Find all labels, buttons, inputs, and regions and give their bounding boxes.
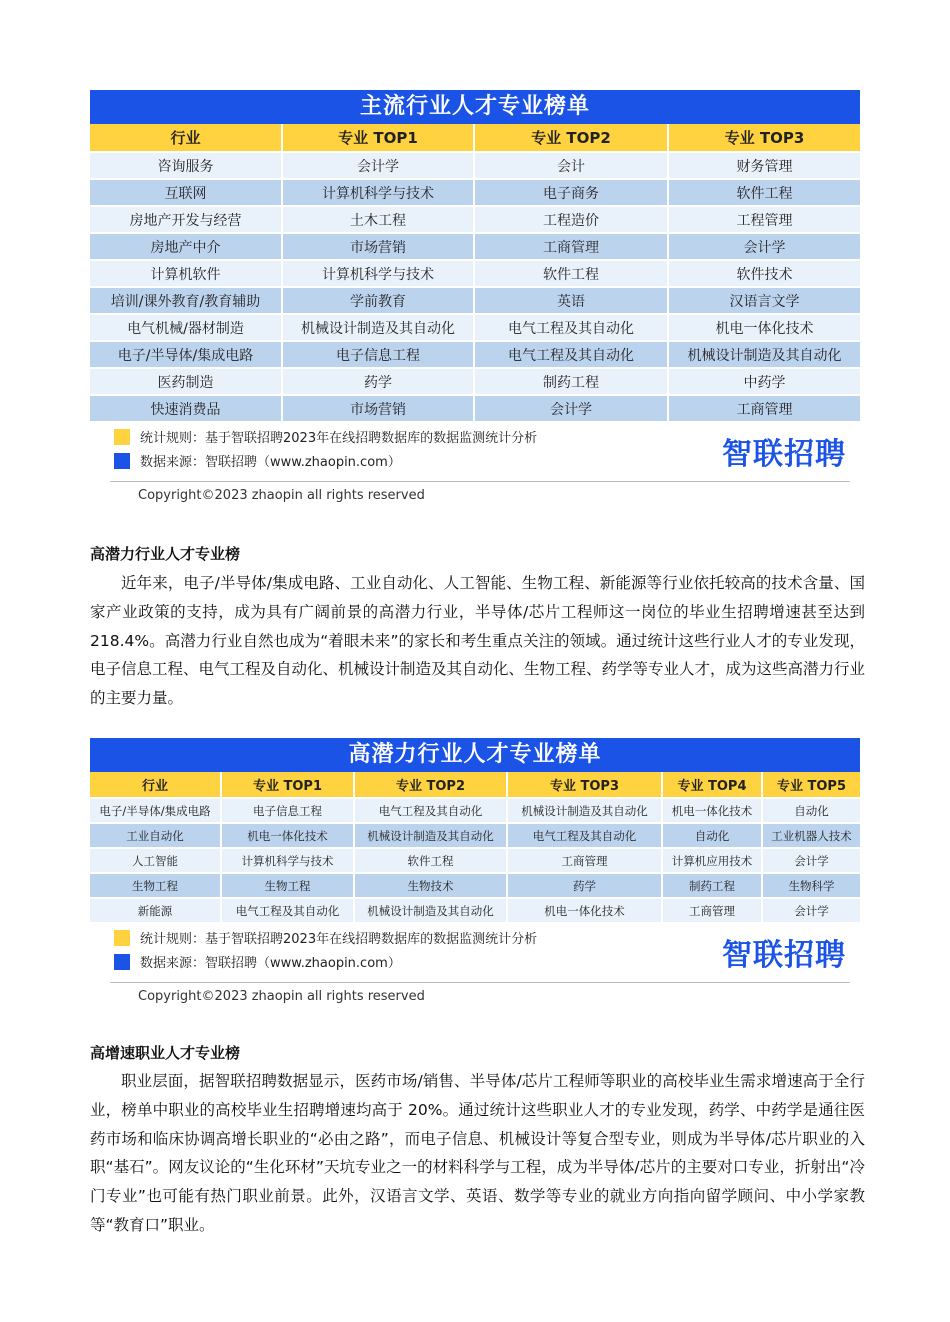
figure-title: 主流行业人才专业榜单: [90, 90, 860, 124]
legend-rule-row: [114, 928, 537, 947]
table-cell: 新能源: [90, 898, 221, 922]
table-cell: 生物工程: [221, 873, 354, 898]
table-cell: 工业机器人技术: [762, 823, 860, 848]
table-cell: 房地产中介: [90, 233, 282, 260]
table-cell: 软件工程: [474, 260, 668, 287]
table-cell: 机械设计制造及其自动化: [354, 898, 507, 922]
table-cell: 会计: [474, 152, 668, 179]
copyright-text: Copyright©2023 zhaopin all rights reserved: [138, 989, 425, 1004]
table-row: [90, 848, 860, 873]
table-cell: 机电一体化技术: [507, 898, 662, 922]
column-header: 行业: [90, 124, 282, 152]
table-cell: 制药工程: [662, 873, 762, 898]
table-cell: 电气工程及其自动化: [221, 898, 354, 922]
table-cell: 英语: [474, 287, 668, 314]
table-cell: 会计学: [668, 233, 860, 260]
table-cell: 计算机科学与技术: [282, 260, 474, 287]
column-header: 专业 TOP2: [354, 772, 507, 798]
table-cell: 计算机科学与技术: [282, 179, 474, 206]
legend-source-text: 数据来源：智联招聘（www.zhaopin.com）: [140, 956, 401, 971]
table-header-row: [90, 124, 860, 152]
table-cell: 学前教育: [282, 287, 474, 314]
divider: [110, 982, 850, 983]
figure-legend: [90, 421, 860, 471]
table-cell: 汉语言文学: [668, 287, 860, 314]
table-cell: 医药制造: [90, 368, 282, 395]
table-cell: 互联网: [90, 179, 282, 206]
column-header: 专业 TOP3: [507, 772, 662, 798]
legend-source-text: 数据来源：智联招聘（www.zhaopin.com）: [140, 455, 401, 470]
yellow-square-icon: [114, 930, 130, 946]
table-cell: 电气工程及其自动化: [507, 823, 662, 848]
table-cell: 快速消费品: [90, 395, 282, 421]
table-cell: 中药学: [668, 368, 860, 395]
table-cell: 电子信息工程: [221, 798, 354, 823]
legend-rule-text: 统计规则：基于智联招聘2023年在线招聘数据库的数据监测统计分析: [140, 932, 538, 947]
table-cell: 工商管理: [668, 395, 860, 421]
table-cell: 药学: [282, 368, 474, 395]
table-cell: 财务管理: [668, 152, 860, 179]
table-row: [90, 341, 860, 368]
table-row: [90, 260, 860, 287]
table-row: [90, 287, 860, 314]
table-cell: 机械设计制造及其自动化: [354, 823, 507, 848]
table-cell: 电子/半导体/集成电路: [90, 341, 282, 368]
table-cell: 工程管理: [668, 206, 860, 233]
table-cell: 市场营销: [282, 233, 474, 260]
column-header: 专业 TOP2: [474, 124, 668, 152]
table-row: [90, 898, 860, 922]
table-cell: 咨询服务: [90, 152, 282, 179]
table-cell: 机械设计制造及其自动化: [282, 314, 474, 341]
figure-title: 高潜力行业人才专业榜单: [90, 738, 860, 772]
zhaopin-logo: 智联招聘: [722, 938, 846, 973]
high-potential-industry-ranking-figure: [90, 738, 860, 1004]
table-cell: 电子商务: [474, 179, 668, 206]
table-cell: 生物技术: [354, 873, 507, 898]
table-cell: 工商管理: [507, 848, 662, 873]
divider: [110, 481, 850, 482]
ranking-table: [90, 124, 860, 421]
table-cell: 电子/半导体/集成电路: [90, 798, 221, 823]
table-cell: 会计学: [762, 848, 860, 873]
table-cell: 软件工程: [354, 848, 507, 873]
table-cell: 人工智能: [90, 848, 221, 873]
table-cell: 自动化: [662, 823, 762, 848]
column-header: 专业 TOP1: [221, 772, 354, 798]
table-cell: 机械设计制造及其自动化: [507, 798, 662, 823]
column-header: 专业 TOP1: [282, 124, 474, 152]
table-cell: 药学: [507, 873, 662, 898]
table-cell: 计算机科学与技术: [221, 848, 354, 873]
table-row: [90, 152, 860, 179]
table-cell: 自动化: [762, 798, 860, 823]
table-cell: 土木工程: [282, 206, 474, 233]
ranking-table: [90, 772, 860, 922]
table-cell: 市场营销: [282, 395, 474, 421]
table-cell: 会计学: [282, 152, 474, 179]
table-cell: 软件技术: [668, 260, 860, 287]
mainstream-industry-ranking-figure: [90, 90, 860, 503]
table-cell: 机电一体化技术: [668, 314, 860, 341]
column-header: 专业 TOP4: [662, 772, 762, 798]
yellow-square-icon: [114, 429, 130, 445]
section-heading: 高增速职业人才专业榜: [90, 1044, 241, 1062]
column-header: 专业 TOP5: [762, 772, 860, 798]
table-cell: 工商管理: [662, 898, 762, 922]
table-row: [90, 206, 860, 233]
table-cell: 会计学: [474, 395, 668, 421]
table-header-row: [90, 772, 860, 798]
table-cell: 机电一体化技术: [221, 823, 354, 848]
table-cell: 生物科学: [762, 873, 860, 898]
table-cell: 培训/课外教育/教育辅助: [90, 287, 282, 314]
column-header: 专业 TOP3: [668, 124, 860, 152]
blue-square-icon: [114, 453, 130, 469]
section-paragraph: 近年来，电子/半导体/集成电路、工业自动化、人工智能、生物工程、新能源等行业依托较高的技术含量、国家产业政策的支持，成为具有广阔前景的高潜力行业，半导体/芯片工程师这一岗位的毕业生招聘增速甚至达到 218.4%。高潜力行业自然也成为“着眼未来”的家长和考生重点关注的领域。通过统计这些行业人才的专业发现，电子信息工程、电气工程及自动化、机械设计制造及其自动化、生物工程、药学等专业人才，成为这些高潜力行业的主要力量。: [90, 574, 866, 708]
table-cell: 工业自动化: [90, 823, 221, 848]
legend-source-row: [114, 952, 401, 971]
column-header: 行业: [90, 772, 221, 798]
table-row: [90, 823, 860, 848]
legend-rule-text: 统计规则：基于智联招聘2023年在线招聘数据库的数据监测统计分析: [140, 431, 538, 446]
table-cell: 电子信息工程: [282, 341, 474, 368]
table-cell: 工商管理: [474, 233, 668, 260]
table-row: [90, 368, 860, 395]
table-row: [90, 395, 860, 421]
table-cell: 机械设计制造及其自动化: [668, 341, 860, 368]
table-cell: 电气工程及其自动化: [474, 314, 668, 341]
table-cell: 计算机应用技术: [662, 848, 762, 873]
table-cell: 房地产开发与经营: [90, 206, 282, 233]
section-heading: 高潜力行业人才专业榜: [90, 545, 241, 563]
legend-rule-row: [114, 427, 537, 446]
copyright-text: Copyright©2023 zhaopin all rights reserved: [138, 488, 425, 503]
table-row: [90, 233, 860, 260]
table-row: [90, 873, 860, 898]
table-row: [90, 179, 860, 206]
section-paragraph: 职业层面，据智联招聘数据显示，医药市场/销售、半导体/芯片工程师等职业的高校毕业生需求增速高于全行业，榜单中职业的高校毕业生招聘增速均高于 20%。通过统计这些职业人才的专业发现，药学、中药学是通往医药市场和临床协调高增长职业的“必由之路”，而电子信息、机械设计等复合型专业，则成为半导体/芯片职业的入职“基石”。网友议论的“生化环材”天坑专业之一的材料科学与工程，成为半导体/芯片的主要对口专业，折射出“冷门专业”也可能有热门职业前景。此外，汉语言文学、英语、数学等专业的就业方向指向留学顾问、中小学家教等“教育口”职业。: [90, 1072, 865, 1234]
figure-legend: [90, 922, 860, 972]
table-cell: 软件工程: [668, 179, 860, 206]
table-row: [90, 798, 860, 823]
zhaopin-logo: 智联招聘: [722, 437, 846, 472]
table-cell: 电气工程及其自动化: [354, 798, 507, 823]
blue-square-icon: [114, 954, 130, 970]
table-cell: 机电一体化技术: [662, 798, 762, 823]
table-cell: 电气工程及其自动化: [474, 341, 668, 368]
table-cell: 计算机软件: [90, 260, 282, 287]
table-cell: 会计学: [762, 898, 860, 922]
table-row: [90, 314, 860, 341]
legend-source-row: [114, 451, 401, 470]
table-cell: 工程造价: [474, 206, 668, 233]
table-cell: 制药工程: [474, 368, 668, 395]
table-cell: 电气机械/器材制造: [90, 314, 282, 341]
table-cell: 生物工程: [90, 873, 221, 898]
